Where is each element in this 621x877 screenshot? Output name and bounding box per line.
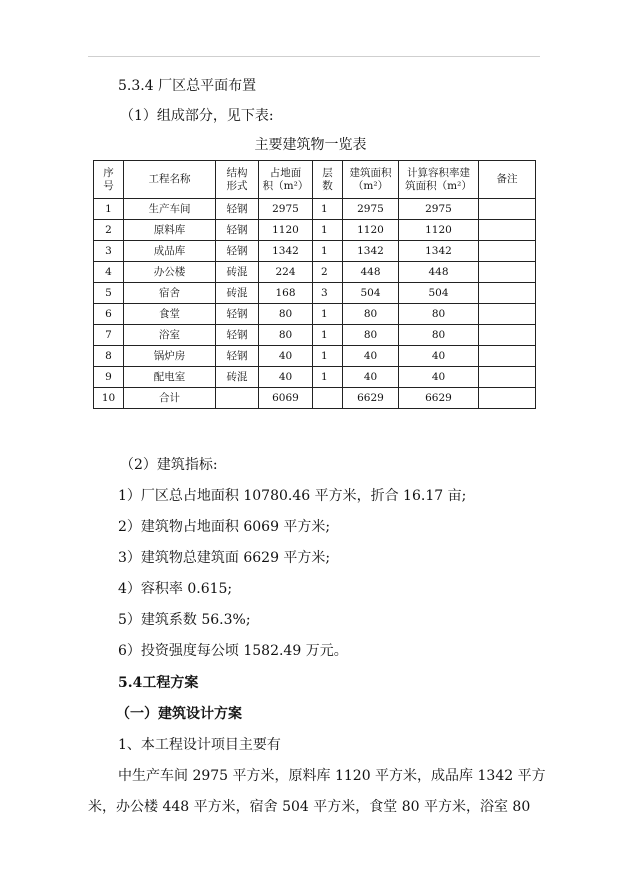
cell-build-area: 504: [343, 283, 399, 304]
cell-seq: 5: [94, 283, 124, 304]
cell-name: 原料库: [124, 220, 216, 241]
table-row: [94, 199, 536, 220]
cell-remarks: [479, 199, 536, 220]
header-land-area: 占地面 积（m²）: [259, 161, 313, 199]
cell-floors: 3: [313, 283, 343, 304]
cell-seq: 2: [94, 220, 124, 241]
cell-structure: 轻钢: [216, 220, 259, 241]
cell-build-area: 80: [343, 325, 399, 346]
cell-land-area: 1342: [259, 241, 313, 262]
composition-intro: （1）组成部分，见下表:: [120, 108, 274, 124]
cell-build-area: 1342: [343, 241, 399, 262]
table-row: [94, 367, 536, 388]
cell-build-area: 40: [343, 346, 399, 367]
cell-structure: 轻钢: [216, 304, 259, 325]
buildings-table: [93, 160, 536, 409]
cell-floors: 1: [313, 304, 343, 325]
cell-land-area: 40: [259, 346, 313, 367]
paragraph-line: 米，办公楼 448 平方米，宿舍 504 平方米，食堂 80 平方米，浴室 80: [88, 799, 531, 815]
cell-floors: 1: [313, 241, 343, 262]
cell-structure: 砖混: [216, 262, 259, 283]
cell-seq: 10: [94, 388, 124, 409]
cell-remarks: [479, 346, 536, 367]
cell-floors: 2: [313, 262, 343, 283]
cell-seq: 9: [94, 367, 124, 388]
cell-name: 食堂: [124, 304, 216, 325]
cell-name: 锅炉房: [124, 346, 216, 367]
cell-remarks: [479, 262, 536, 283]
paragraph-line: 中生产车间 2975 平方米，原料库 1120 平方米，成品库 1342 平方: [118, 768, 546, 784]
cell-structure: [216, 388, 259, 409]
cell-far-area: 80: [399, 325, 479, 346]
cell-land-area: 224: [259, 262, 313, 283]
cell-name: 浴室: [124, 325, 216, 346]
cell-floors: 1: [313, 367, 343, 388]
indicator-item: 4）容积率 0.615;: [118, 581, 233, 597]
cell-name: 合计: [124, 388, 216, 409]
cell-floors: 1: [313, 346, 343, 367]
cell-land-area: 168: [259, 283, 313, 304]
section-heading-534: 5.3.4 厂区总平面布置: [118, 78, 257, 94]
cell-far-area: 2975: [399, 199, 479, 220]
cell-structure: 轻钢: [216, 346, 259, 367]
cell-land-area: 80: [259, 325, 313, 346]
header-build-area: 建筑面积（m²）: [343, 161, 399, 199]
header-seq: 序 号: [94, 161, 124, 199]
cell-seq: 7: [94, 325, 124, 346]
cell-far-area: 6629: [399, 388, 479, 409]
cell-structure: 轻钢: [216, 199, 259, 220]
cell-remarks: [479, 304, 536, 325]
cell-land-area: 2975: [259, 199, 313, 220]
table-row: [94, 388, 536, 409]
cell-far-area: 40: [399, 367, 479, 388]
cell-seq: 4: [94, 262, 124, 283]
table-row: [94, 346, 536, 367]
cell-remarks: [479, 388, 536, 409]
header-remarks: 备注: [479, 161, 536, 199]
cell-remarks: [479, 367, 536, 388]
indicator-item: 3）建筑物总建筑面 6629 平方米;: [118, 550, 331, 566]
cell-structure: 砖混: [216, 367, 259, 388]
cell-seq: 1: [94, 199, 124, 220]
cell-build-area: 1120: [343, 220, 399, 241]
header-floors: 层 数: [313, 161, 343, 199]
table-caption: 主要建筑物一览表: [254, 137, 367, 153]
header-far-area: 计算容积率建 筑面积（m²）: [399, 161, 479, 199]
cell-far-area: 40: [399, 346, 479, 367]
cell-name: 成品库: [124, 241, 216, 262]
indicator-item: 2）建筑物占地面积 6069 平方米;: [118, 519, 331, 535]
cell-build-area: 2975: [343, 199, 399, 220]
cell-seq: 8: [94, 346, 124, 367]
cell-name: 办公楼: [124, 262, 216, 283]
design-item-1: 1、本工程设计项目主要有: [118, 737, 281, 753]
header-structure: 结构 形式: [216, 161, 259, 199]
table-row: [94, 262, 536, 283]
cell-name: 生产车间: [124, 199, 216, 220]
indicators-heading: （2）建筑指标:: [120, 457, 218, 473]
header-name: 工程名称: [124, 161, 216, 199]
table-row: [94, 220, 536, 241]
cell-land-area: 1120: [259, 220, 313, 241]
cell-land-area: 80: [259, 304, 313, 325]
cell-name: 配电室: [124, 367, 216, 388]
cell-far-area: 1120: [399, 220, 479, 241]
indicator-item: 6）投资强度每公顷 1582.49 万元。: [118, 643, 348, 659]
cell-remarks: [479, 283, 536, 304]
sub-heading-design: （一）建筑设计方案: [116, 706, 242, 722]
cell-seq: 3: [94, 241, 124, 262]
indicator-item: 1）厂区总占地面积 10780.46 平方米，折合 16.17 亩;: [118, 488, 467, 504]
cell-far-area: 1342: [399, 241, 479, 262]
header-rule: [88, 56, 540, 57]
cell-floors: [313, 388, 343, 409]
cell-floors: 1: [313, 199, 343, 220]
cell-land-area: 6069: [259, 388, 313, 409]
cell-far-area: 80: [399, 304, 479, 325]
table-header-row: [94, 161, 536, 199]
section-heading-54: 5.4工程方案: [118, 675, 199, 691]
cell-floors: 1: [313, 220, 343, 241]
cell-floors: 1: [313, 325, 343, 346]
cell-build-area: 40: [343, 367, 399, 388]
cell-land-area: 40: [259, 367, 313, 388]
cell-far-area: 504: [399, 283, 479, 304]
table-row: [94, 304, 536, 325]
cell-seq: 6: [94, 304, 124, 325]
table-row: [94, 325, 536, 346]
table-row: [94, 283, 536, 304]
cell-build-area: 6629: [343, 388, 399, 409]
indicator-item: 5）建筑系数 56.3%;: [118, 612, 251, 628]
cell-structure: 砖混: [216, 283, 259, 304]
cell-remarks: [479, 241, 536, 262]
cell-remarks: [479, 325, 536, 346]
cell-build-area: 448: [343, 262, 399, 283]
cell-build-area: 80: [343, 304, 399, 325]
cell-name: 宿舍: [124, 283, 216, 304]
cell-structure: 轻钢: [216, 241, 259, 262]
cell-far-area: 448: [399, 262, 479, 283]
cell-remarks: [479, 220, 536, 241]
cell-structure: 轻钢: [216, 325, 259, 346]
table-row: [94, 241, 536, 262]
